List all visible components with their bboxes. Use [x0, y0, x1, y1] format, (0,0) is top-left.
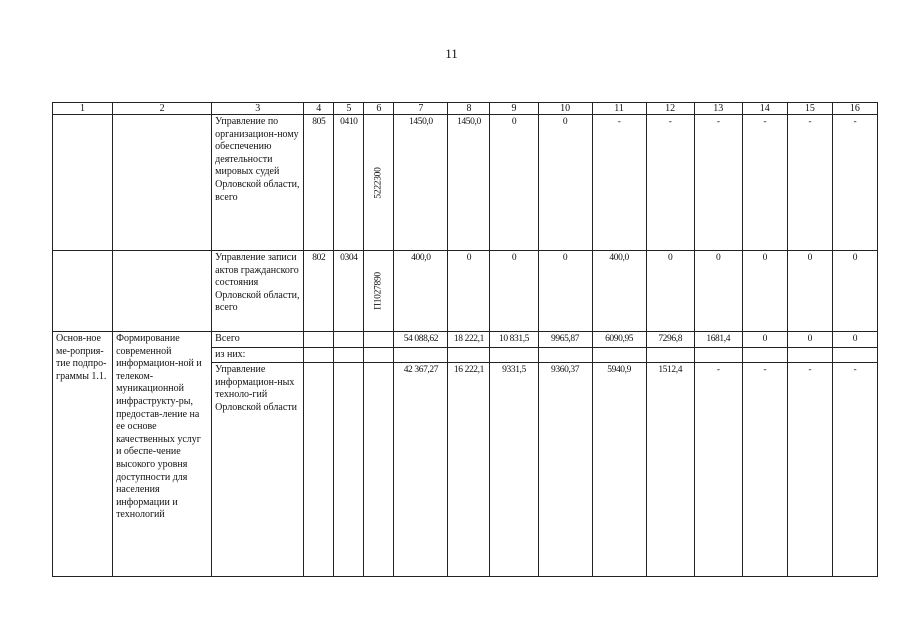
header-cell: 4: [304, 103, 334, 115]
value-cell: 9965,87: [538, 332, 592, 348]
header-cell: 6: [364, 103, 394, 115]
code-cell: 0410: [334, 115, 364, 251]
value-cell: 0: [646, 251, 694, 332]
empty-cell: [334, 332, 364, 348]
code-cell: 805: [304, 115, 334, 251]
value-cell: -: [787, 115, 832, 251]
value-cell: 0: [832, 332, 877, 348]
empty-cell: [448, 347, 490, 363]
empty-cell: [694, 347, 742, 363]
description-cell: Формирование современной информацион-ной и телеком-муникационной инфраструкту-ры, предостав-ление на ее основе качественных услуг и обеспе-чение высокого уровня доступности для населения информации и технологий: [113, 332, 212, 577]
header-cell: 8: [448, 103, 490, 115]
value-cell: 10 831,5: [490, 332, 538, 348]
value-cell: -: [592, 115, 646, 251]
value-cell: 1450,0: [448, 115, 490, 251]
header-cell: 9: [490, 103, 538, 115]
value-cell: 9360,37: [538, 363, 592, 577]
empty-cell: [113, 115, 212, 251]
empty-cell: [592, 347, 646, 363]
header-cell: 2: [113, 103, 212, 115]
value-cell: -: [646, 115, 694, 251]
value-cell: 0: [694, 251, 742, 332]
value-cell: 0: [787, 251, 832, 332]
header-cell: 11: [592, 103, 646, 115]
empty-cell: [53, 115, 113, 251]
header-cell: 10: [538, 103, 592, 115]
value-cell: 18 222,1: [448, 332, 490, 348]
empty-cell: [364, 332, 394, 348]
value-cell: 6090,95: [592, 332, 646, 348]
value-cell: 0: [832, 251, 877, 332]
value-cell: 1512,4: [646, 363, 694, 577]
value-cell: 7296,8: [646, 332, 694, 348]
code-cell: 802: [304, 251, 334, 332]
empty-cell: [334, 347, 364, 363]
header-row: [53, 103, 878, 115]
header-cell: 13: [694, 103, 742, 115]
empty-cell: [832, 347, 877, 363]
header-cell: 12: [646, 103, 694, 115]
empty-cell: [334, 363, 364, 577]
value-cell: 42 367,27: [394, 363, 448, 577]
value-cell: 54 088,62: [394, 332, 448, 348]
table-row: [53, 115, 878, 251]
empty-cell: [304, 363, 334, 577]
value-cell: 0: [538, 115, 592, 251]
executor-cell: Управление по организацион-ному обеспечению деятельности мировых судей Орловской области, всего: [212, 115, 304, 251]
value-cell: 0: [538, 251, 592, 332]
value-cell: -: [832, 363, 877, 577]
value-cell: 0: [742, 251, 787, 332]
value-cell: 1450,0: [394, 115, 448, 251]
value-cell: -: [694, 115, 742, 251]
empty-cell: [490, 347, 538, 363]
activity-cell: Основ-ное ме-роприя-тие подпро-граммы 1.1.: [53, 332, 113, 577]
executor-cell: Управление записи актов гражданского состояния Орловской области, всего: [212, 251, 304, 332]
value-cell: 9331,5: [490, 363, 538, 577]
value-cell: 0: [490, 251, 538, 332]
code-cell: 0304: [334, 251, 364, 332]
table-row: [53, 332, 878, 348]
empty-cell: [742, 347, 787, 363]
header-cell: 5: [334, 103, 364, 115]
value-cell: 400,0: [394, 251, 448, 332]
vertical-code: 5222300: [373, 166, 384, 199]
value-cell: -: [832, 115, 877, 251]
value-cell: 1681,4: [694, 332, 742, 348]
empty-cell: [787, 347, 832, 363]
value-cell: -: [742, 363, 787, 577]
empty-cell: [304, 347, 334, 363]
empty-cell: [394, 347, 448, 363]
code-cell: [364, 251, 394, 332]
vertical-code: П1027890: [373, 272, 384, 310]
header-cell: 3: [212, 103, 304, 115]
header-cell: 7: [394, 103, 448, 115]
value-cell: 0: [787, 332, 832, 348]
table-row: [53, 251, 878, 332]
value-cell: 5940,9: [592, 363, 646, 577]
empty-cell: [113, 251, 212, 332]
executor-cell: Управление информацион-ных техноло-гий Орловской области: [212, 363, 304, 577]
header-cell: 16: [832, 103, 877, 115]
value-cell: 0: [448, 251, 490, 332]
page-number: 11: [445, 46, 458, 61]
value-cell: 16 222,1: [448, 363, 490, 577]
empty-cell: [364, 363, 394, 577]
budget-table: [52, 102, 878, 577]
value-cell: -: [742, 115, 787, 251]
value-cell: 400,0: [592, 251, 646, 332]
header-cell: 1: [53, 103, 113, 115]
value-cell: -: [694, 363, 742, 577]
empty-cell: [538, 347, 592, 363]
value-cell: -: [787, 363, 832, 577]
empty-cell: [646, 347, 694, 363]
header-cell: 15: [787, 103, 832, 115]
empty-cell: [364, 347, 394, 363]
total-label: Всего: [212, 332, 304, 348]
value-cell: 0: [490, 115, 538, 251]
empty-cell: [304, 332, 334, 348]
value-cell: 0: [742, 332, 787, 348]
of-which-label: из них:: [212, 347, 304, 363]
code-cell: [364, 115, 394, 251]
header-cell: 14: [742, 103, 787, 115]
empty-cell: [53, 251, 113, 332]
